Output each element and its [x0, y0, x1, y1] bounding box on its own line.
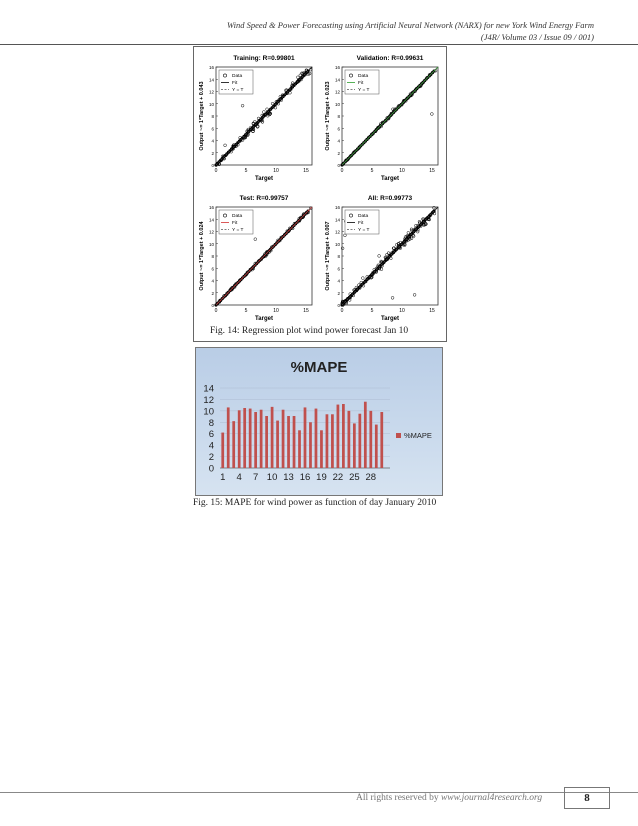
y-tick-label: 12 [203, 394, 214, 406]
y-tick-label: 0 [337, 163, 340, 168]
bar [243, 408, 246, 468]
y-tick-label: 16 [208, 205, 214, 210]
y-tick-label: 8 [208, 417, 214, 429]
regression-panel-validation [320, 47, 446, 187]
regression-svg [194, 187, 320, 327]
legend-label: Fit [232, 81, 238, 86]
bar [271, 407, 274, 468]
bar [358, 414, 361, 468]
y-tick-label: 2 [337, 150, 340, 156]
x-axis-label: Target [381, 176, 399, 182]
y-tick-label: 4 [211, 278, 214, 284]
legend-label: %MAPE [404, 431, 432, 440]
chart-title: %MAPE [290, 359, 348, 376]
header-rule [0, 44, 638, 45]
bar [315, 409, 318, 468]
x-tick-label: 25 [349, 472, 360, 483]
legend-label: Y = T [358, 88, 370, 93]
y-axis-label: Output ~= 1*Target + 0.024 [199, 221, 205, 291]
y-axis-label: Output ~= 1*Target + 0.043 [199, 81, 205, 151]
bar [227, 407, 230, 468]
bar [353, 423, 356, 468]
legend [219, 210, 253, 234]
y-tick-label: 10 [208, 101, 214, 107]
legend-label: Y = T [232, 88, 244, 93]
panel-title: Test: R=0.99757 [239, 195, 289, 202]
bar [375, 425, 378, 468]
legend-swatch [396, 433, 401, 438]
x-tick-label: 0 [214, 168, 218, 174]
bar [238, 410, 241, 468]
y-tick-label: 6 [337, 266, 340, 272]
y-tick-label: 12 [208, 229, 214, 235]
page-number: 8 [564, 787, 610, 809]
y-tick-label: 14 [334, 217, 340, 223]
y-tick-label: 4 [211, 138, 214, 144]
bar [364, 402, 367, 468]
y-tick-label: 6 [211, 266, 214, 272]
y-tick-label: 14 [208, 77, 214, 83]
x-tick-label: 5 [370, 308, 374, 314]
y-tick-label: 0 [211, 163, 214, 168]
y-tick-label: 16 [208, 65, 214, 70]
y-axis-label: Output ~= 1*Target + 0.023 [325, 81, 331, 151]
x-tick-label: 10 [273, 308, 279, 314]
x-tick-label: 1 [220, 472, 226, 483]
bar [320, 430, 323, 468]
x-tick-label: 10 [266, 472, 278, 483]
regression-svg [320, 187, 446, 327]
x-tick-label: 5 [244, 308, 248, 314]
y-tick-label: 6 [211, 126, 214, 132]
header-title: Wind Speed & Power Forecasting using Artificial Neural Network (NARX) for new York Wind Energy Farm [227, 20, 594, 30]
bar [249, 409, 252, 468]
x-tick-label: 7 [252, 472, 259, 483]
bar [342, 404, 345, 468]
bar [287, 416, 290, 468]
figure-14-caption: Fig. 14: Regression plot wind power forecast Jan 10 [210, 326, 409, 336]
x-tick-label: 15 [429, 308, 435, 314]
bar [380, 412, 383, 468]
x-tick-label: 22 [332, 472, 344, 483]
legend-label: Data [232, 214, 243, 219]
legend-label: Fit [358, 221, 364, 226]
bar [282, 410, 285, 468]
footer-rights-text: All rights reserved by [356, 793, 441, 803]
x-tick-label: 19 [316, 472, 327, 483]
bar [348, 411, 351, 468]
y-tick-label: 0 [208, 463, 214, 475]
legend-label: Y = T [358, 228, 370, 233]
y-tick-label: 0 [337, 303, 340, 308]
legend-label: Y = T [232, 228, 244, 233]
x-tick-label: 10 [273, 168, 279, 174]
x-tick-label: 15 [429, 168, 435, 174]
bar [337, 405, 340, 468]
regression-panel-all [320, 187, 446, 327]
bar [298, 430, 301, 468]
y-tick-label: 6 [208, 429, 214, 441]
footer-rule [0, 792, 638, 793]
bar [221, 433, 224, 468]
y-tick-label: 8 [211, 114, 214, 119]
x-tick-label: 5 [244, 168, 248, 174]
panel-title: Validation: R=0.99631 [356, 55, 424, 62]
y-tick-label: 16 [334, 205, 340, 210]
panel-title: Training: R=0.99801 [233, 55, 295, 62]
bar [232, 421, 235, 468]
bar [331, 414, 334, 468]
bar [254, 412, 257, 468]
x-tick-label: 13 [283, 472, 294, 483]
regression-svg [320, 47, 446, 187]
bar [276, 421, 279, 468]
y-tick-label: 2 [337, 290, 340, 296]
x-tick-label: 16 [299, 472, 311, 483]
y-tick-label: 12 [208, 89, 214, 95]
y-tick-label: 2 [211, 290, 214, 296]
panel-title: All: R=0.99773 [367, 195, 413, 202]
header-volume: (J4R/ Volume 03 / Issue 09 / 001) [480, 32, 594, 42]
legend-label: Fit [358, 81, 364, 86]
legend-label: Data [358, 74, 369, 79]
x-tick-label: 10 [399, 308, 405, 314]
mape-chart-svg [196, 348, 442, 495]
y-tick-label: 0 [211, 303, 214, 308]
x-tick-label: 4 [236, 472, 242, 483]
regression-panel-training [194, 47, 320, 187]
y-tick-label: 10 [334, 101, 340, 107]
bar [293, 416, 296, 468]
y-tick-label: 2 [208, 452, 214, 464]
bar [309, 422, 312, 468]
x-tick-label: 28 [365, 472, 377, 483]
regression-panel-test [194, 187, 320, 327]
footer-copyright [356, 793, 542, 803]
x-tick-label: 10 [399, 168, 405, 174]
legend-label: Data [232, 74, 243, 79]
y-tick-label: 4 [337, 138, 340, 144]
x-tick-label: 0 [340, 308, 344, 314]
y-tick-label: 4 [337, 278, 340, 284]
regression-svg [194, 47, 320, 187]
x-axis-label: Target [381, 316, 399, 322]
y-tick-label: 14 [203, 383, 214, 395]
x-tick-label: 15 [303, 308, 309, 314]
x-tick-label: 0 [214, 308, 218, 314]
x-tick-label: 5 [370, 168, 374, 174]
y-tick-label: 16 [334, 65, 340, 70]
legend-label: Fit [232, 221, 238, 226]
legend [345, 210, 379, 234]
y-axis-label: Output ~= 1*Target + 0.007 [325, 221, 331, 291]
bar [369, 411, 372, 468]
bar [260, 410, 263, 468]
y-tick-label: 10 [334, 241, 340, 247]
y-tick-label: 6 [337, 126, 340, 132]
y-tick-label: 4 [208, 440, 214, 452]
bar [265, 416, 268, 468]
legend [219, 70, 253, 94]
y-tick-label: 14 [334, 77, 340, 83]
y-tick-label: 10 [203, 406, 214, 418]
y-tick-label: 12 [334, 89, 340, 95]
y-tick-label: 8 [337, 254, 340, 259]
figure-15-caption: Fig. 15: MAPE for wind power as function of day January 2010 [193, 498, 437, 508]
legend [345, 70, 379, 94]
y-tick-label: 10 [208, 241, 214, 247]
x-axis-label: Target [255, 316, 273, 322]
x-tick-label: 0 [340, 168, 344, 174]
bar [326, 414, 329, 468]
figure-14-regression-plots [193, 46, 447, 342]
footer-site-link[interactable]: www.journal4research.org [440, 793, 543, 803]
x-axis-label: Target [255, 176, 273, 182]
y-tick-label: 12 [334, 229, 340, 235]
x-tick-label: 15 [303, 168, 309, 174]
legend-label: Data [358, 214, 369, 219]
y-tick-label: 8 [337, 114, 340, 119]
bar [304, 407, 307, 468]
y-tick-label: 14 [208, 217, 214, 223]
figure-15-mape-chart [195, 347, 443, 496]
y-tick-label: 2 [211, 150, 214, 156]
y-tick-label: 8 [211, 254, 214, 259]
